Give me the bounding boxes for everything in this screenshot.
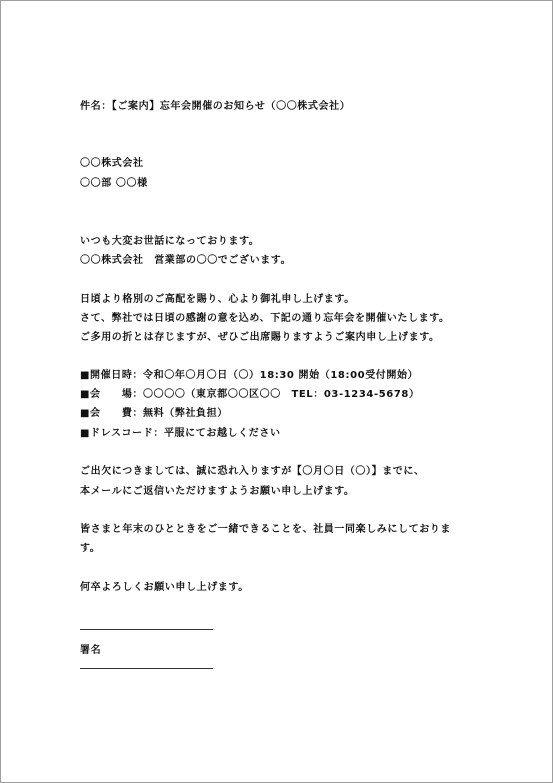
event-datetime: ■開催日時：令和〇年〇月〇日（〇）18:30 開始（18:00受付開始）	[80, 370, 419, 381]
recipient-person: 〇〇部 〇〇様	[80, 178, 148, 189]
rsvp-line: 本メールにご返信いただけますようお願い申し上げます。	[80, 486, 355, 497]
signature-separator-bottom	[80, 668, 213, 669]
event-dress-code: ■ドレスコード：平服にてお越しください	[80, 428, 281, 439]
sender-intro: 〇〇株式会社 営業部の〇〇でございます。	[80, 255, 292, 266]
signature-separator-top	[80, 629, 213, 630]
rsvp-line: ご出欠につきましては、誠に恐れ入りますが【〇月〇日（〇）】までに、	[80, 466, 425, 477]
closing-line: 皆さまと年末のひとときをご一緒できることを、社員一同楽しみにしておりま	[80, 524, 451, 535]
body-line: 日頃より格別のご高配を賜り、心より御礼申し上げます。	[80, 294, 355, 305]
event-fee: ■会 費：無料（弊社負担）	[80, 408, 228, 419]
signature-label: 署名	[80, 645, 102, 656]
body-line: ご多用の折とは存じますが、ぜひご出席賜りますようご案内申し上げます。	[80, 332, 440, 343]
closing-line: す。	[80, 543, 101, 554]
recipient-company: 〇〇株式会社	[80, 158, 144, 169]
greeting-line: いつも大変お世話になっております。	[80, 236, 260, 247]
closing-line: 何卒よろしくお願い申し上げます。	[80, 582, 249, 593]
event-venue: ■会 場：〇〇〇〇（東京都〇〇区〇〇 TEL：03-1234-5678）	[80, 389, 420, 400]
body-line: さて、弊社では日頃の感謝の意を込め、下記の通り忘年会を開催いたします。	[80, 313, 450, 324]
subject-line: 件名：【ご案内】忘年会開催のお知らせ（〇〇株式会社）	[80, 101, 351, 112]
